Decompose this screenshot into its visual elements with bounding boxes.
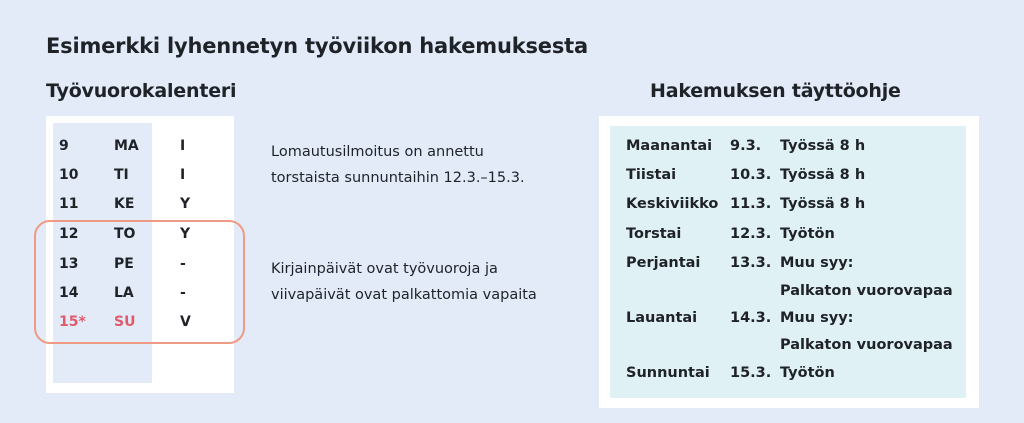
instruction-day: Tiistai	[626, 167, 677, 183]
note-line: Lomautusilmoitus on annettu	[271, 144, 484, 160]
note-line: viivapäivät ovat palkattomia vapaita	[271, 287, 537, 303]
note-line: Kirjainpäivät ovat työvuoroja ja	[271, 261, 498, 277]
calendar-row	[46, 161, 234, 190]
calendar-code: Y	[180, 196, 191, 212]
calendar-weekday: PE	[114, 256, 134, 272]
instruction-day: Lauantai	[626, 310, 698, 326]
layoff-period-outline	[34, 220, 245, 344]
instructions-card	[599, 116, 979, 408]
instruction-date: 11.3.	[730, 196, 772, 212]
instruction-day: Maanantai	[626, 138, 713, 154]
instruction-date: 12.3.	[730, 226, 772, 242]
calendar-heading: Työvuorokalenteri	[46, 80, 237, 102]
calendar-weekday: MA	[114, 138, 139, 154]
instruction-status: Muu syy:	[780, 310, 854, 326]
instruction-date: 15.3.	[730, 365, 772, 381]
instruction-status-detail: Palkaton vuorovapaa	[780, 337, 953, 353]
layoff-note	[271, 139, 525, 191]
calendar-day: 10	[59, 167, 79, 183]
instructions-panel	[610, 126, 966, 398]
calendar-day: 14	[59, 285, 79, 301]
calendar-day: 13	[59, 256, 79, 272]
calendar-day: 11	[59, 196, 79, 212]
instruction-day: Perjantai	[626, 255, 701, 271]
instruction-status: Työtön	[780, 365, 835, 381]
instructions-heading: Hakemuksen täyttöohje	[650, 80, 901, 102]
instruction-date: 9.3.	[730, 138, 762, 154]
instruction-date: 10.3.	[730, 167, 772, 183]
calendar-code: I	[180, 167, 186, 183]
instruction-status: Työtön	[780, 226, 835, 242]
legend-note	[271, 256, 537, 308]
calendar-weekday: LA	[114, 285, 134, 301]
calendar-weekday: SU	[114, 314, 136, 330]
page-title: Esimerkki lyhennetyn työviikon hakemuksesta	[46, 34, 588, 58]
calendar-weekday: TO	[114, 226, 136, 242]
instruction-status: Muu syy:	[780, 255, 854, 271]
instruction-date: 14.3.	[730, 310, 772, 326]
calendar-day: 15*	[59, 314, 86, 330]
instruction-status: Työssä 8 h	[780, 196, 866, 212]
note-line: torstaista sunnuntaihin 12.3.–15.3.	[271, 170, 525, 186]
calendar-code: -	[180, 285, 186, 301]
instruction-day: Keskiviikko	[626, 196, 719, 212]
instruction-day: Torstai	[626, 226, 682, 242]
calendar-weekday: TI	[114, 167, 129, 183]
calendar-code: I	[180, 138, 186, 154]
calendar-code: -	[180, 256, 186, 272]
instruction-date: 13.3.	[730, 255, 772, 271]
calendar-code: Y	[180, 226, 191, 242]
calendar-code: V	[180, 314, 191, 330]
instruction-status: Työssä 8 h	[780, 138, 866, 154]
instruction-status-detail: Palkaton vuorovapaa	[780, 283, 953, 299]
calendar-day: 12	[59, 226, 79, 242]
calendar-weekday: KE	[114, 196, 135, 212]
calendar-row	[46, 132, 234, 161]
calendar-day: 9	[59, 138, 69, 154]
calendar-row	[46, 190, 234, 219]
instruction-status: Työssä 8 h	[780, 167, 866, 183]
instruction-day: Sunnuntai	[626, 365, 710, 381]
